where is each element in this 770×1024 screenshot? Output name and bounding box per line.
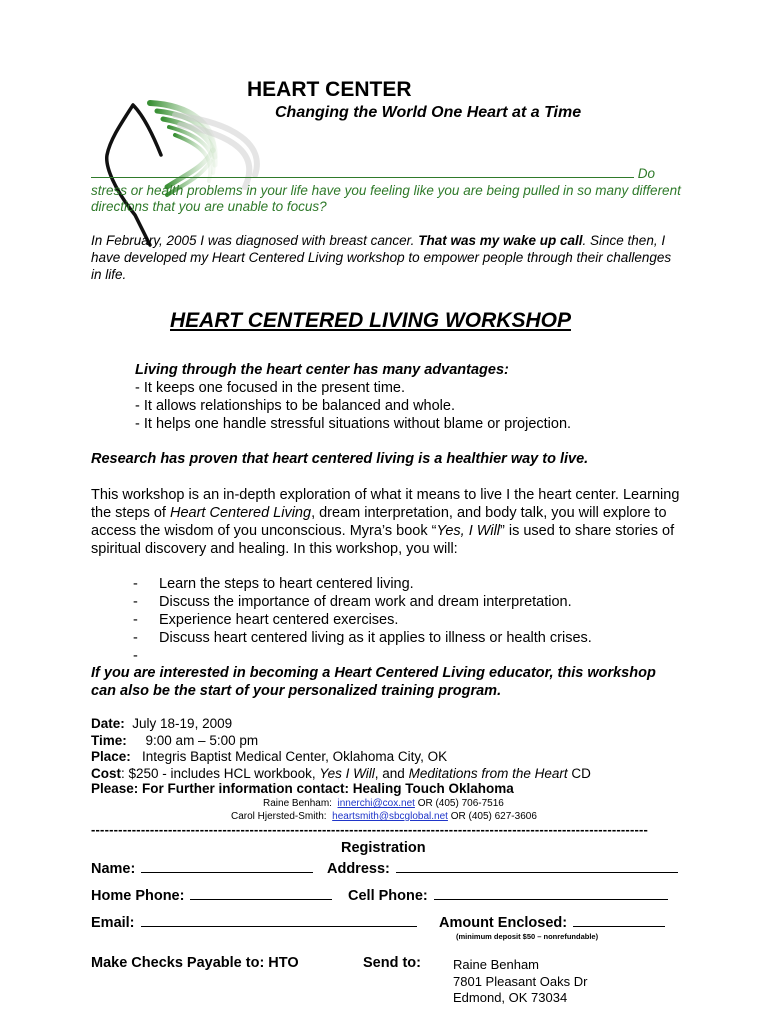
cost-book: Yes I Will [319, 765, 375, 781]
intro-rule [91, 165, 634, 178]
educator-note: If you are interested in becoming a Heart Centered Living educator, this workshop can also be the start of your personalized training program. [91, 665, 656, 699]
name-label: Name: [91, 861, 136, 877]
research-statement: Research has proven that heart centered living is a healthier way to live. [91, 451, 589, 467]
address-blank[interactable] [396, 858, 678, 873]
cell-phone-label: Cell Phone: [348, 888, 428, 904]
cost-cd: CD [571, 765, 591, 781]
amount-label: Amount Enclosed: [439, 915, 568, 931]
contact-phone: OR (405) 627-3606 [450, 811, 537, 822]
desc-italic-2: Yes, I Will [436, 523, 501, 539]
story-wakeup: That was my wake up call [418, 233, 583, 248]
list-item: - Learn the steps to heart centered living. [133, 576, 414, 592]
name-field[interactable] [91, 858, 313, 877]
desc-text-2: , dream interpretation, and body talk, you will explore to access the wisdom of you unconscious. Myra’s book “ [91, 505, 667, 539]
tagline: Changing the World One Heart at a Time [275, 104, 582, 121]
place-row [91, 749, 591, 766]
advantage-item: - It helps one handle stressful situations without blame or projection. [135, 416, 572, 432]
address-label: Address: [327, 861, 390, 877]
contact-heading: Please: For Further information contact: Healing Touch Oklahoma [91, 781, 514, 796]
bullet-text: Discuss the importance of dream work and dream interpretation. [159, 594, 572, 610]
bullet-text: Experience heart centered exercises. [159, 612, 399, 628]
contact-name: Carol Hjersted-Smith: [231, 811, 327, 822]
contact-name: Raine Benham: [263, 798, 332, 809]
home-phone-blank[interactable] [190, 885, 332, 900]
intro-question [91, 165, 681, 216]
contact-raine [263, 797, 504, 810]
send-to-label: Send to: [363, 955, 421, 971]
email-label: Email: [91, 915, 135, 931]
amount-blank[interactable] [573, 912, 665, 927]
date-label: Date: [91, 716, 125, 731]
desc-text-3: ” is used to share stories of spiritual discovery and healing. In this workshop, you will: [91, 523, 675, 557]
email-link[interactable]: innerchi@cox.net [337, 798, 415, 809]
advantage-item: - It keeps one focused in the present time. [135, 380, 406, 396]
time-label: Time: [91, 732, 127, 748]
time-value: 9:00 am – 5:00 pm [145, 732, 259, 748]
place-label: Place: [91, 749, 131, 764]
address-line: Edmond, OK 73034 [453, 990, 568, 1005]
registration-title: Registration [341, 840, 426, 856]
cell-phone-field[interactable] [348, 885, 668, 904]
desc-italic-1: Heart Centered Living [170, 505, 312, 521]
contact-phone: OR (405) 706-7516 [417, 798, 504, 809]
story-paragraph [91, 232, 681, 283]
email-blank[interactable] [141, 912, 417, 927]
page-title: HEART CENTER [247, 78, 412, 101]
bullet-text: Discuss heart centered living as it applies to illness or health crises. [159, 630, 592, 646]
date-value: July 18-19, 2009 [132, 716, 233, 731]
list-item: - Discuss heart centered living as it applies to illness or health crises. [133, 630, 592, 646]
mailing-address [453, 957, 587, 1007]
intro-text: stress or health problems in your life have you feeling like you are being pulled in so many different directions that you are unable to focus? [91, 182, 681, 214]
date-row [91, 716, 591, 733]
cost-row [91, 766, 591, 783]
amount-enclosed-field[interactable] [439, 912, 665, 931]
cost-text: : $250 - includes HCL workbook, [121, 765, 316, 781]
advantages-lead: Living through the heart center has many advantages: [135, 362, 509, 378]
name-blank[interactable] [141, 858, 313, 873]
home-phone-field[interactable] [91, 885, 332, 904]
place-value: Integris Baptist Medical Center, Oklahoma City, OK [142, 749, 448, 764]
workshop-bullets [133, 575, 592, 665]
cost-label: Cost [91, 765, 121, 781]
desc-text-1: This workshop is an in-depth exploration of what it means to live I the heart center. Learning the steps of [91, 487, 680, 521]
cost-meditations: Meditations from the Heart [408, 765, 568, 781]
story-text-1: In February, 2005 I was diagnosed with breast cancer. [91, 233, 415, 248]
email-link[interactable]: heartsmith@sbcglobal.net [332, 811, 448, 822]
email-field[interactable] [91, 912, 417, 931]
event-details [91, 716, 591, 782]
advantages-list [135, 361, 571, 433]
cut-line-divider: --------------------------------------------------------------------------------------------------------------------------- [91, 822, 649, 837]
story-text-2: . Since then, I have developed my Heart Centered Living workshop to empower people through their challenges in life. [91, 233, 672, 282]
workshop-title: HEART CENTERED LIVING WORKSHOP [170, 309, 571, 332]
cell-phone-blank[interactable] [434, 885, 668, 900]
address-line: Raine Benham [453, 957, 539, 972]
address-line: 7801 Pleasant Oaks Dr [453, 973, 588, 989]
advantage-item: - It allows relationships to be balanced and whole. [135, 398, 455, 414]
list-item: - Experience heart centered exercises. [133, 612, 399, 628]
list-item: - [133, 648, 138, 664]
list-item: - Discuss the importance of dream work and dream interpretation. [133, 594, 572, 610]
time-row [91, 733, 591, 750]
address-field[interactable] [327, 858, 678, 877]
minimum-deposit-note: (minimum deposit $50 – nonrefundable) [456, 932, 599, 941]
home-phone-label: Home Phone: [91, 888, 185, 904]
cost-text-2: , and [374, 765, 405, 781]
intro-lead: Do [637, 166, 656, 181]
checks-payable: Make Checks Payable to: HTO [91, 955, 299, 971]
workshop-description [91, 486, 681, 558]
bullet-text: Learn the steps to heart centered living. [159, 576, 414, 592]
